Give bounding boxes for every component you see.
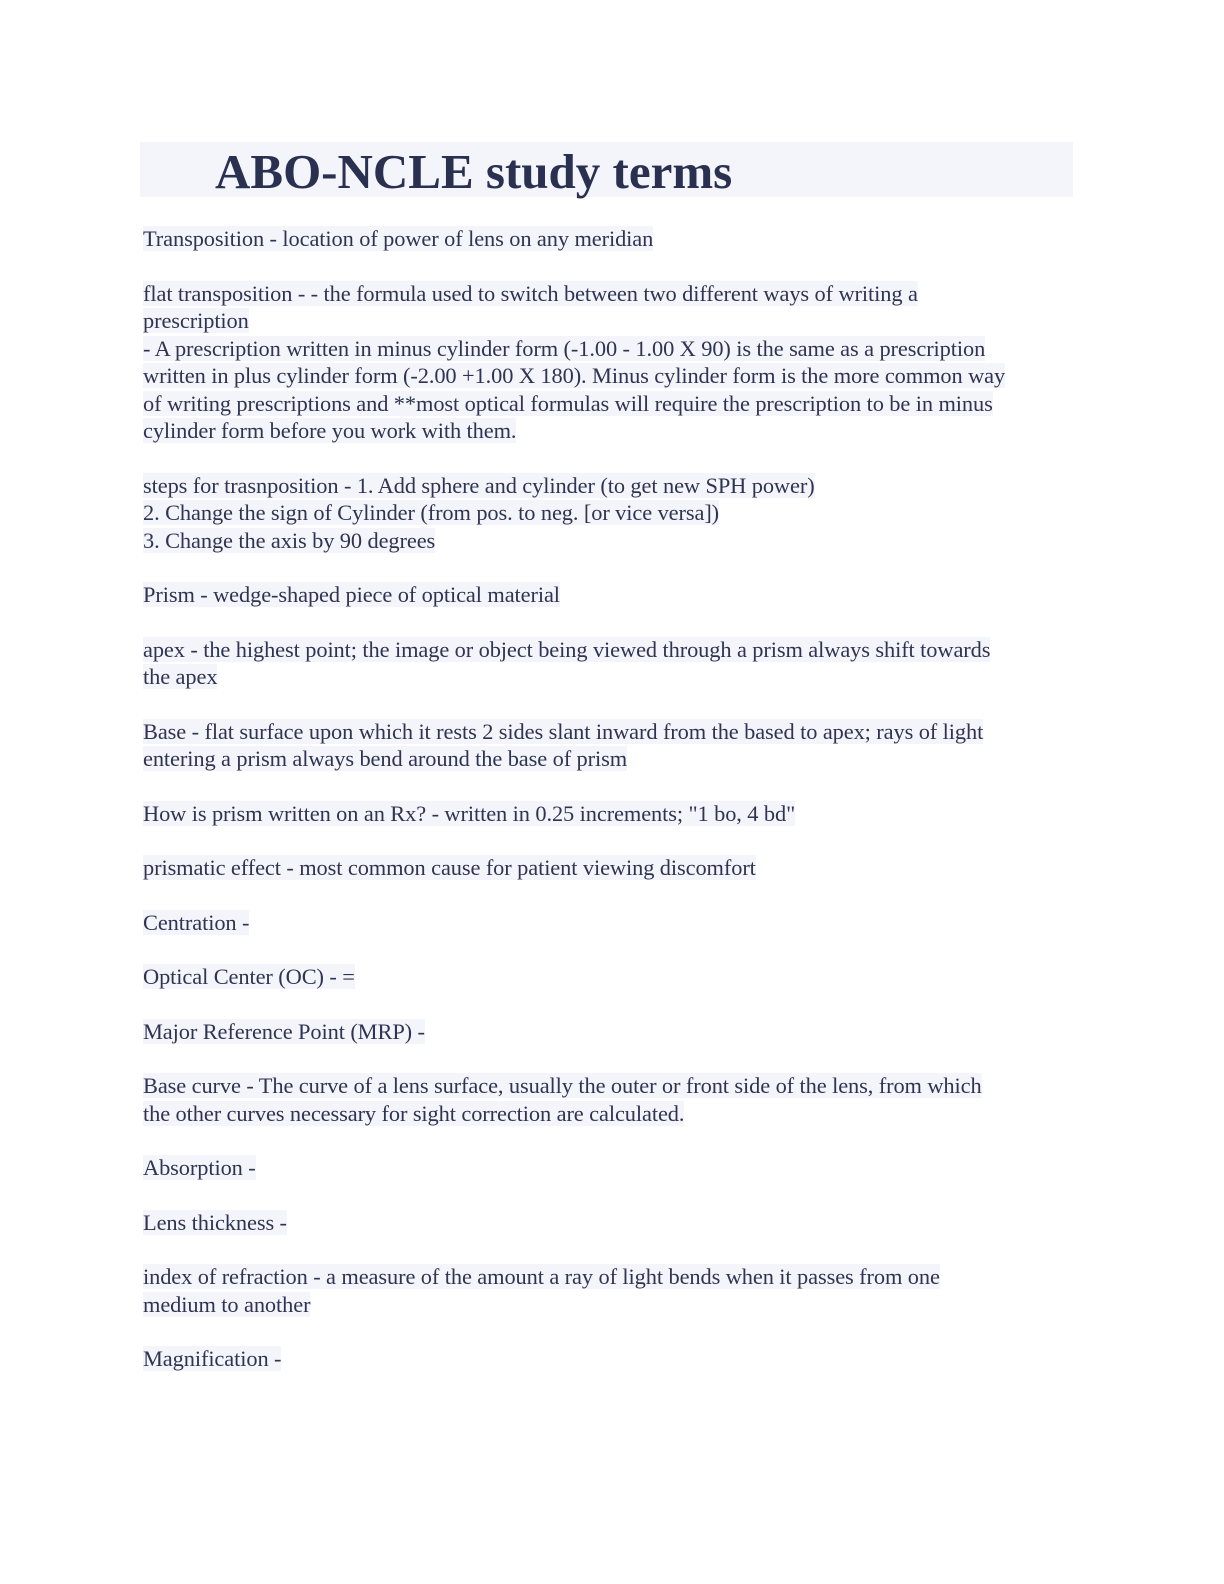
term-line: Prism - wedge-shaped piece of optical material xyxy=(143,582,560,607)
term-entry xyxy=(143,1072,1073,1127)
term-entry xyxy=(143,1018,1073,1046)
term-entry xyxy=(143,225,1073,253)
terms-list xyxy=(143,225,1073,1400)
term-entry xyxy=(143,472,1073,555)
term-line: entering a prism always bend around the base of prism xyxy=(143,746,628,771)
term-line: prescription xyxy=(143,308,249,333)
term-line: written in plus cylinder form (-2.00 +1.00 X 180). Minus cylinder form is the more common way xyxy=(143,363,1006,388)
term-line: Optical Center (OC) - = xyxy=(143,964,355,989)
term-line: 2. Change the sign of Cylinder (from pos. to neg. [or vice versa]) xyxy=(143,500,720,525)
term-entry xyxy=(143,963,1073,991)
term-line: steps for trasnposition - 1. Add sphere and cylinder (to get new SPH power) xyxy=(143,472,815,498)
term-line: Base curve - The curve of a lens surface, usually the outer or front side of the lens, from which xyxy=(143,1073,982,1098)
term-entry xyxy=(143,1209,1073,1237)
term-line: of writing prescriptions and **most optical formulas will require the prescription to be in minus xyxy=(143,390,993,416)
term-entry xyxy=(143,636,1073,691)
term-line: the other curves necessary for sight correction are calculated. xyxy=(143,1100,685,1126)
term-line: Absorption - xyxy=(143,1155,256,1180)
term-entry xyxy=(143,718,1073,773)
term-line: flat transposition - - the formula used to switch between two different ways of writing a xyxy=(143,280,918,306)
term-entry xyxy=(143,1263,1073,1318)
term-entry xyxy=(143,1345,1073,1373)
term-entry xyxy=(143,581,1073,609)
term-entry xyxy=(143,1154,1073,1182)
term-line: 3. Change the axis by 90 degrees xyxy=(143,527,436,553)
term-entry xyxy=(143,854,1073,882)
term-entry xyxy=(143,800,1073,828)
term-line: - A prescription written in minus cylinder form (-1.00 - 1.00 X 90) is the same as a prescription xyxy=(143,335,986,361)
term-line: Base - flat surface upon which it rests 2 sides slant inward from the based to apex; rays of light xyxy=(143,718,984,744)
document-title: ABO-NCLE study terms xyxy=(215,144,733,199)
term-line: cylinder form before you work with them. xyxy=(143,418,517,443)
term-line: prismatic effect - most common cause for patient viewing discomfort xyxy=(143,855,756,880)
term-line: index of refraction - a measure of the amount a ray of light bends when it passes from one xyxy=(143,1264,940,1289)
term-entry xyxy=(143,280,1073,445)
term-line: Centration - xyxy=(143,909,250,935)
term-entry xyxy=(143,909,1073,937)
term-line: Lens thickness - xyxy=(143,1209,287,1235)
term-line: apex - the highest point; the image or object being viewed through a prism always shift towards xyxy=(143,636,991,662)
term-line: Transposition - location of power of lens on any meridian xyxy=(143,226,654,251)
term-line: the apex xyxy=(143,664,218,689)
term-line: Magnification - xyxy=(143,1346,282,1371)
term-line: Major Reference Point (MRP) - xyxy=(143,1018,425,1044)
term-line: medium to another xyxy=(143,1291,311,1317)
term-line: How is prism written on an Rx? - written in 0.25 increments; "1 bo, 4 bd" xyxy=(143,800,796,826)
